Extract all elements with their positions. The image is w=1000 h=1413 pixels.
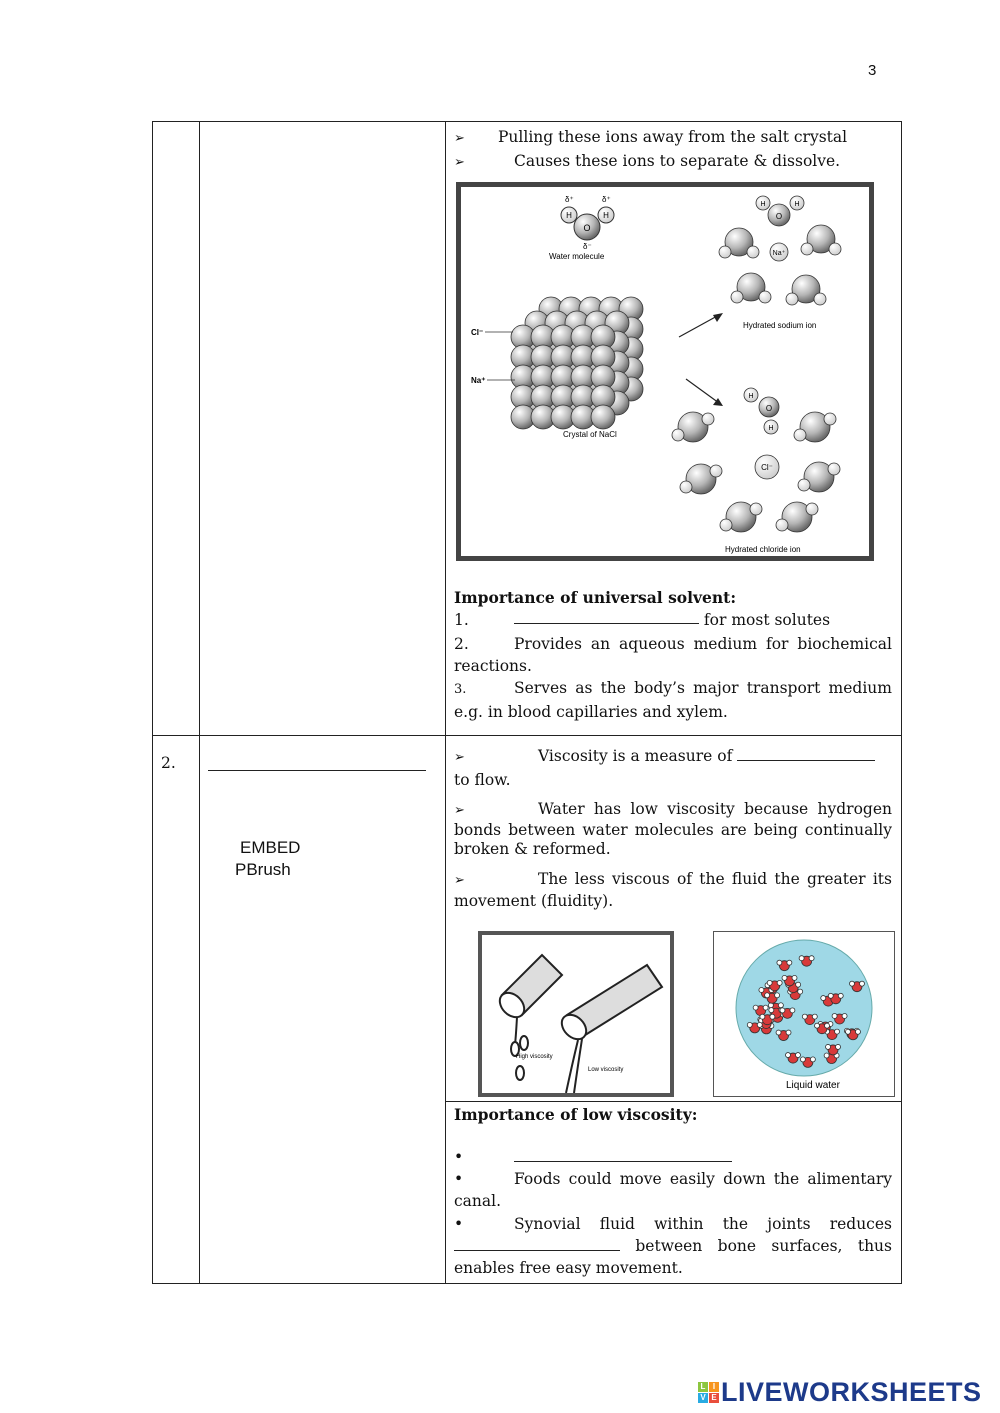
viscosity-reason: ➢ Water has low viscosity because hydrogen bonds between water molecules are being continually broken & reformed.: [454, 800, 892, 858]
answer-blank[interactable]: [454, 1236, 620, 1251]
water-hydrogen: [806, 503, 818, 515]
list-item: •: [454, 1146, 892, 1168]
crystal-ion: [591, 405, 615, 429]
water-hydrogen: [787, 960, 792, 965]
list-item: 1. for most solutes: [454, 611, 831, 629]
water-hydrogen: [821, 995, 826, 1000]
water-hydrogen: [777, 960, 782, 965]
water-hydrogen: [753, 1005, 758, 1010]
arrow-up-icon: [713, 313, 723, 322]
bullet-pulling-ions: ➢ Pulling these ions away from the salt crystal: [454, 126, 892, 150]
water-hydrogen: [810, 1056, 815, 1061]
low-viscosity-label: Low viscosity: [588, 1066, 624, 1073]
arrow-bullet-icon: ➢: [454, 872, 465, 888]
water-hydrogen: [855, 1029, 860, 1034]
liveworksheets-logo: L I V E LIVEWORKSHEETS: [698, 1377, 982, 1408]
svg-text:O: O: [583, 223, 591, 233]
list-item: 2. Provides an aqueous medium for biochemical reactions.: [454, 635, 892, 675]
water-hydrogen: [750, 503, 762, 515]
water-hydrogen: [775, 992, 780, 997]
water-hydrogen: [765, 992, 770, 997]
worksheet-table: [152, 121, 902, 1284]
water-hydrogen: [795, 1052, 800, 1057]
row1-content-cell: [446, 122, 902, 736]
water-hydrogen: [719, 246, 731, 258]
hydrated-sodium-icon: [719, 196, 841, 305]
answer-blank[interactable]: [737, 746, 875, 761]
water-hydrogen: [800, 1056, 805, 1061]
water-hydrogen: [802, 1014, 807, 1019]
hydrated-sodium-label: Hydrated sodium ion: [743, 321, 817, 330]
water-hydrogen: [786, 1030, 791, 1035]
logo-grid-icon: L I V E: [698, 1382, 719, 1403]
high-viscosity-label: High viscosity: [516, 1053, 553, 1060]
water-hydrogen: [809, 955, 814, 960]
water-hydrogen: [801, 243, 813, 255]
oxygen-label: O: [775, 212, 783, 221]
water-molecule-icon: [549, 195, 614, 261]
water-hydrogen: [759, 987, 764, 992]
row2-number-cell: 2.: [153, 736, 200, 1284]
water-molecule-label: Water molecule: [549, 252, 605, 261]
row1-number-cell: [153, 122, 200, 736]
water-hydrogen: [832, 1013, 837, 1018]
svg-text:δ⁺: δ⁺: [602, 195, 611, 204]
arrow-bullet-icon: ➢: [454, 803, 465, 818]
row2-term-cell: [200, 736, 446, 1284]
water-hydrogen: [786, 293, 798, 305]
water-hydrogen: [757, 1022, 762, 1027]
svg-text:H: H: [566, 211, 572, 220]
water-hydrogen: [747, 1022, 752, 1027]
embed-line1: EMBED: [240, 838, 301, 857]
water-hydrogen: [842, 1013, 847, 1018]
nacl-diagram: [461, 187, 869, 556]
water-hydrogen: [782, 975, 787, 980]
water-hydrogen: [780, 1007, 785, 1012]
list-item: 3. Serves as the body’s major transport medium e.g. in blood capillaries and xylem.: [454, 679, 892, 721]
high-viscosity-pipe-icon: [495, 955, 562, 1080]
answer-blank[interactable]: [514, 609, 699, 624]
cl-label: Cl⁻: [471, 328, 484, 337]
arrow-bullet-icon: ➢: [454, 750, 465, 765]
water-hydrogen: [828, 463, 840, 475]
water-hydrogen: [763, 1005, 768, 1010]
water-hydrogen: [747, 246, 759, 258]
row1-term-cell: [200, 122, 446, 736]
water-hydrogen: [792, 975, 797, 980]
water-hydrogen: [798, 989, 803, 994]
table-row: [153, 736, 902, 1284]
water-hydrogen: [845, 1029, 850, 1034]
list-item: • Synovial fluid within the joints reduces between bone surfaces, thus enables free easy movement.: [454, 1214, 892, 1277]
viscosity-pipes-figure: [478, 931, 674, 1097]
water-hydrogen: [825, 1023, 830, 1028]
water-hydrogen: [767, 980, 772, 985]
hydrogen-label: H: [760, 201, 766, 208]
water-hydrogen: [770, 1014, 775, 1019]
water-hydrogen: [790, 1007, 795, 1012]
water-hydrogen: [836, 1044, 841, 1049]
low-viscosity-importance: [446, 1101, 901, 1279]
liquid-water-figure: [713, 931, 895, 1097]
arrow-bullet-icon: ➢: [454, 131, 465, 146]
water-hydrogen: [680, 481, 692, 493]
answer-blank[interactable]: [514, 1147, 732, 1162]
na-label: Na⁺: [471, 376, 486, 385]
bullet-separate-dissolve: ➢ Causes these ions to separate & dissolve.: [454, 150, 892, 174]
water-hydrogen: [835, 1029, 840, 1034]
hydrated-chloride-icon: [672, 388, 840, 532]
water-hydrogen: [778, 1002, 783, 1007]
water-hydrogen: [760, 1014, 765, 1019]
sodium-ion-label: Na⁺: [772, 250, 786, 257]
pipes-diagram: [482, 935, 670, 1093]
svg-text:H: H: [603, 211, 609, 220]
water-hydrogen: [777, 980, 782, 985]
low-viscosity-pipe-icon: [557, 965, 662, 1093]
page-number: 3: [868, 62, 877, 79]
hydrated-chloride-label: Hydrated chloride ion: [725, 545, 801, 554]
water-hydrogen: [815, 1023, 820, 1028]
water-hydrogen: [814, 293, 826, 305]
water-hydrogen: [859, 981, 864, 986]
hydrogen-label: H: [768, 425, 774, 432]
water-hydrogen: [710, 465, 722, 477]
term-answer-blank[interactable]: [208, 756, 426, 771]
hydrogen-label: H: [794, 201, 800, 208]
water-hydrogen: [759, 291, 771, 303]
liquid-water-label: Liquid water: [786, 1079, 840, 1091]
embed-line2: PBrush: [235, 860, 291, 879]
arrow-bullet-icon: ➢: [454, 155, 465, 170]
water-hydrogen: [796, 982, 801, 987]
viscosity-fluidity: ➢ The less viscous of the fluid the greater its movement (fluidity).: [454, 869, 892, 910]
chloride-ion-label: Cl⁻: [761, 463, 773, 472]
water-hydrogen: [785, 1052, 790, 1057]
nacl-crystal-icon: [511, 297, 643, 429]
water-hydrogen: [849, 981, 854, 986]
svg-text:δ⁻: δ⁻: [583, 242, 592, 251]
table-row: [153, 122, 902, 736]
crystal-label: Crystal of NaCl: [563, 430, 617, 439]
oxygen-label: O: [765, 404, 773, 413]
liquid-water-diagram: [714, 932, 894, 1096]
water-hydrogen: [720, 519, 732, 531]
row2-content-cell: [446, 736, 902, 1284]
viscosity-definition: ➢ Viscosity is a measure of to flow.: [454, 745, 892, 791]
water-hydrogen: [812, 1014, 817, 1019]
water-hydrogen: [798, 479, 810, 491]
water-hydrogen: [769, 1007, 774, 1012]
importance-solvent-title: Importance of universal solvent:: [454, 588, 737, 607]
water-hydrogen: [824, 413, 836, 425]
importance-viscosity-title: Importance of low viscosity:: [454, 1104, 698, 1124]
water-hydrogen: [776, 519, 788, 531]
svg-text:δ⁺: δ⁺: [565, 195, 574, 204]
water-hydrogen: [731, 291, 743, 303]
list-item: • Foods could move easily down the alimentary canal.: [454, 1169, 892, 1210]
water-hydrogen: [826, 1044, 831, 1049]
water-hydrogen: [702, 413, 714, 425]
water-hydrogen: [824, 1053, 829, 1058]
water-hydrogen: [794, 429, 806, 441]
water-hydrogen: [672, 429, 684, 441]
water-hydrogen: [829, 243, 841, 255]
water-hydrogen: [828, 993, 833, 998]
water-hydrogen: [799, 955, 804, 960]
water-hydrogen: [776, 1030, 781, 1035]
hydrogen-label: H: [748, 393, 754, 400]
nacl-dissolving-figure: [456, 182, 874, 561]
water-hydrogen: [838, 993, 843, 998]
